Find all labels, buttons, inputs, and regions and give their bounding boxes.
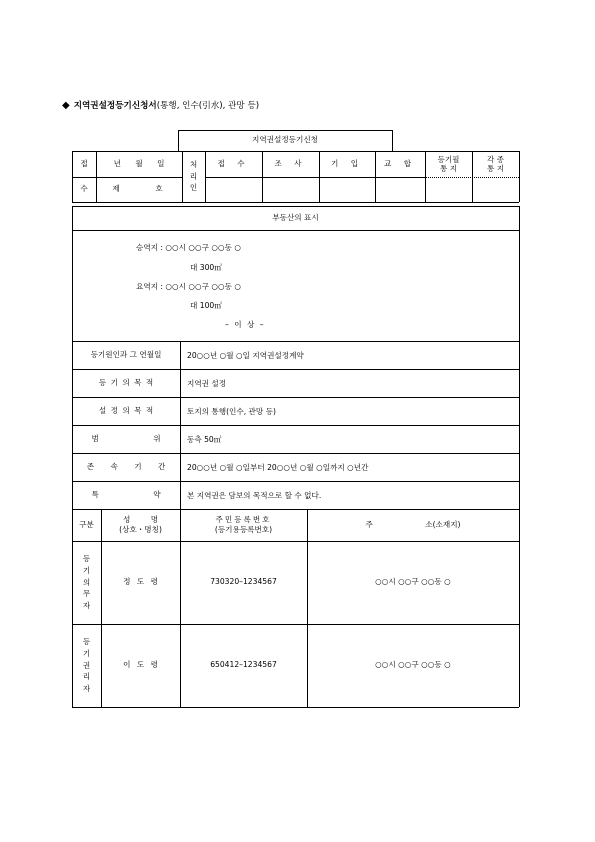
col-gyohap: 교 합 <box>383 158 417 168</box>
field-label-cause: 등기원인과 그 연월일 <box>90 349 162 359</box>
col-notice-registered: 등기필 통 지 <box>437 154 460 173</box>
col-giip: 기 입 <box>330 158 364 168</box>
field-value-duration: 20○○년 ○월 ○일부터 20○○년 ○월 ○일까지 ○년간 <box>187 462 369 472</box>
receipt-su: 수 <box>80 184 88 194</box>
receipt-date-label: 년 월 일 <box>113 158 165 168</box>
parties-head-gubun: 구분 <box>79 519 94 529</box>
field-value-cause: 20○○년 ○월 ○일 지역권설정계약 <box>187 350 304 360</box>
col-josa: 조 사 <box>274 158 307 168</box>
receipt-header: 지역권설정등기신청 <box>251 135 319 145</box>
party-id-number: 650412–1234567 <box>210 660 277 670</box>
receipt-jeop: 접 <box>80 158 88 168</box>
property-line-1: 승역지 : ○○시 ○○구 ○○동 ○ <box>136 243 242 252</box>
col-jeopsu: 접 수 <box>217 158 250 168</box>
field-value-special: 본 지역권은 담보의 목적으로 할 수 없다. <box>187 490 322 500</box>
parties-head-name: 성 명 (상호・명칭) <box>119 514 162 534</box>
field-label-purpose: 등 기 의 목 적 <box>98 377 154 387</box>
parties-head-address: 주 소(소재지) <box>365 519 461 529</box>
receipt-ho: 호 <box>155 184 163 194</box>
field-value-purpose: 지역권 설정 <box>187 378 227 388</box>
document-title: ◆ 지역권설정등기신청서(통행, 인수(引水), 관망 등) <box>62 100 260 111</box>
party-role-obligee: 등 기 권 리 자 <box>82 637 91 694</box>
property-line-3: 요역지 : ○○시 ○○구 ○○동 ○ <box>136 282 242 291</box>
field-label-range: 범 위 <box>91 433 161 443</box>
party-address: ○○시 ○○구 ○○동 ○ <box>375 660 451 670</box>
party-address: ○○시 ○○구 ○○동 ○ <box>375 577 451 587</box>
party-name: 정 도 령 <box>123 577 158 587</box>
diamond-bullet-icon: ◆ <box>62 100 70 111</box>
field-label-special: 특 약 <box>91 489 161 499</box>
party-role-obligor: 등 기 의 무 자 <box>82 554 91 611</box>
field-value-setting-purpose: 토지의 통행(인수, 관망 등) <box>187 406 276 416</box>
field-value-range: 동측 50㎡ <box>187 434 222 444</box>
receipt-je: 제 <box>112 184 120 194</box>
col-notice-various: 각 종 통 지 <box>486 154 505 173</box>
field-label-duration: 존 속 기 간 <box>86 461 166 471</box>
party-id-number: 730320–1234567 <box>210 577 277 587</box>
property-line-4: 대 100㎡ <box>190 301 222 310</box>
property-header: 부동산의 표시 <box>272 212 319 222</box>
parties-head-id: 주민등록번호 (등기용등록번호) <box>214 514 273 534</box>
property-line-5: – 이 상 – <box>225 320 264 329</box>
field-label-setting-purpose: 설 정 의 목 적 <box>98 405 154 415</box>
property-line-2: 대 300㎡ <box>190 263 222 272</box>
receipt-cheori-label: 처 리 인 <box>189 159 198 193</box>
party-name: 이 도 령 <box>123 660 158 670</box>
